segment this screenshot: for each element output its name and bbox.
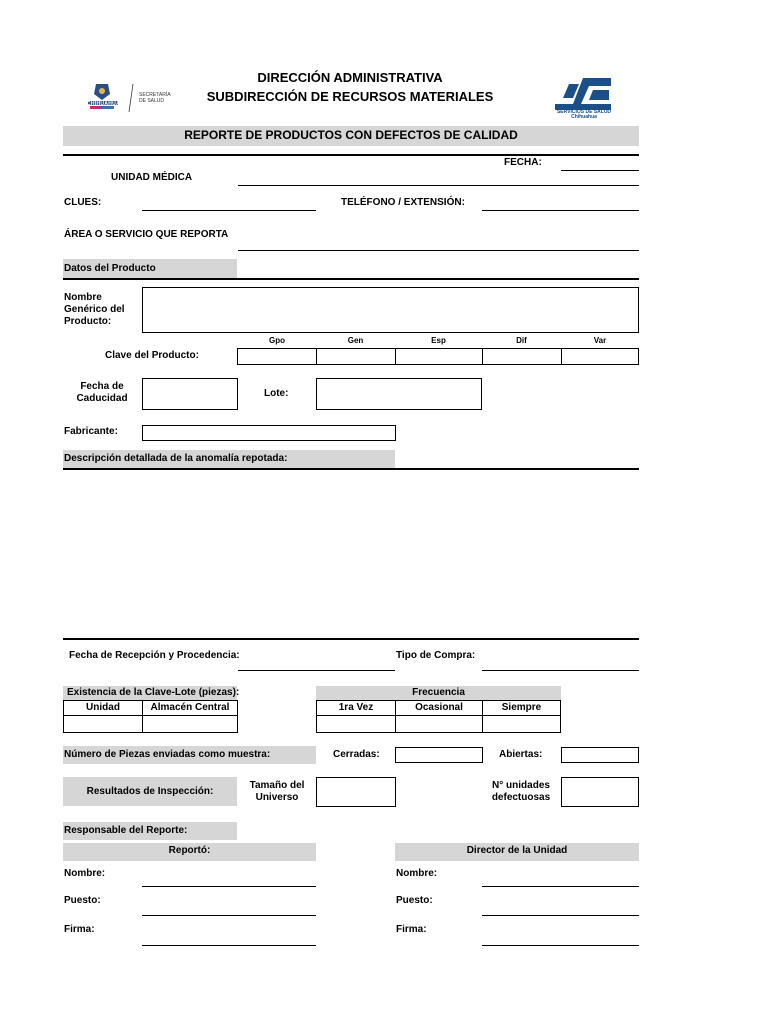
unidades-defectuosas-input[interactable] (562, 778, 638, 806)
frecuencia-col-ocasional: Ocasional (395, 700, 483, 716)
director-firma-underline (482, 945, 639, 946)
fecha-underline (561, 170, 639, 171)
tipo-compra-input[interactable] (482, 657, 639, 670)
unidad-medica-underline (238, 185, 639, 186)
existencia-almacen-input[interactable] (143, 716, 237, 732)
director-nombre-label: Nombre: (396, 868, 438, 879)
fecha-label: FECHA: (504, 157, 542, 168)
reporto-firma-underline (142, 945, 316, 946)
clave-col-dif: Dif (516, 336, 527, 345)
abiertas-label: Abiertas: (499, 749, 543, 760)
frecuencia-ocasional-input[interactable] (396, 716, 482, 732)
fecha-recepcion-input[interactable] (238, 657, 395, 670)
cerradas-input[interactable] (396, 748, 482, 762)
health-secretariat-text: SECRETARÍA DE SALUD (139, 92, 171, 104)
telefono-input[interactable] (482, 197, 639, 210)
nombre-generico-label: Nombre Genérico del Producto: (64, 292, 125, 327)
clave-dif-input[interactable] (483, 349, 561, 364)
health-services-logo-text: SERVICIOS DE SALUD Chihuahua (556, 109, 612, 120)
existencia-unidad-input[interactable] (64, 716, 142, 732)
clave-col-gpo: Gpo (269, 336, 285, 345)
director-firma-label: Firma: (396, 924, 427, 935)
state-logo (86, 82, 176, 116)
clues-input[interactable] (142, 197, 316, 210)
frecuencia-1ra-vez-input[interactable] (317, 716, 395, 732)
existencia-col-almacen: Almacén Central (142, 700, 238, 716)
reporto-nombre-underline (142, 886, 316, 887)
director-nombre-underline (482, 886, 639, 887)
fabricante-label: Fabricante: (64, 426, 118, 437)
telefono-label: TELÉFONO / EXTENSIÓN: (341, 197, 465, 208)
reporto-heading: Reportó: (168, 845, 211, 856)
divider (63, 468, 639, 470)
clave-producto-label: Clave del Producto: (105, 350, 199, 361)
fabricante-input[interactable] (143, 426, 395, 440)
clave-gen-input[interactable] (317, 349, 395, 364)
unidades-defectuosas-label: N° unidades defectuosas (491, 780, 551, 803)
area-input[interactable] (238, 236, 639, 249)
report-title: REPORTE DE PRODUCTOS CON DEFECTOS DE CALIDAD (184, 128, 518, 142)
datos-producto-heading: Datos del Producto (64, 263, 156, 274)
clave-col-esp: Esp (431, 336, 446, 345)
descripcion-heading: Descripción detallada de la anomalía repotada: (64, 453, 288, 464)
state-logo-text: CHIHUAHUA (87, 101, 120, 107)
tamano-universo-label: Tamaño del Universo (249, 780, 305, 803)
abiertas-input[interactable] (562, 748, 638, 762)
director-puesto-label: Puesto: (396, 895, 433, 906)
clues-label: CLUES: (64, 197, 102, 208)
reporto-puesto-underline (142, 915, 316, 916)
unidad-medica-label: UNIDAD MÉDICA (111, 172, 193, 183)
divider (63, 278, 639, 280)
lote-input[interactable] (317, 379, 481, 409)
nombre-generico-input[interactable] (143, 288, 638, 332)
clave-gpo-input[interactable] (238, 349, 316, 364)
director-puesto-underline (482, 915, 639, 916)
fecha-recepcion-label: Fecha de Recepción y Procedencia: (69, 650, 240, 661)
reporto-nombre-input[interactable] (142, 873, 316, 886)
tipo-compra-underline (482, 670, 639, 671)
inspeccion-label: Resultados de Inspección: (86, 786, 214, 797)
cerradas-label: Cerradas: (333, 749, 380, 760)
frecuencia-col-siempre: Siempre (482, 700, 561, 716)
clues-underline (142, 210, 316, 211)
fecha-recepcion-underline (238, 670, 395, 671)
muestra-label: Número de Piezas enviadas como muestra: (64, 749, 271, 760)
clave-var-input[interactable] (562, 349, 638, 364)
frecuencia-siempre-input[interactable] (483, 716, 560, 732)
tamano-universo-input[interactable] (317, 778, 395, 806)
divider (63, 154, 639, 156)
area-underline (238, 250, 639, 251)
area-label: ÁREA O SERVICIO QUE REPORTA (64, 229, 229, 240)
health-services-logo (553, 74, 615, 120)
tipo-compra-label: Tipo de Compra: (396, 650, 476, 661)
telefono-underline (482, 210, 639, 211)
fecha-caducidad-input[interactable] (143, 379, 237, 409)
reporto-firma-input[interactable] (142, 932, 316, 945)
reporto-puesto-input[interactable] (142, 902, 316, 915)
header-title-2: SUBDIRECCIÓN DE RECURSOS MATERIALES (206, 89, 494, 104)
fecha-input[interactable] (561, 157, 639, 170)
frecuencia-col-1ra-vez: 1ra Vez (316, 700, 396, 716)
reporto-puesto-label: Puesto: (64, 895, 101, 906)
fecha-caducidad-label: Fecha de Caducidad (76, 381, 128, 404)
divider (63, 638, 639, 640)
clave-esp-input[interactable] (396, 349, 482, 364)
director-puesto-input[interactable] (482, 902, 639, 915)
header-title-1: DIRECCIÓN ADMINISTRATIVA (257, 70, 443, 85)
frecuencia-heading: Frecuencia (412, 687, 465, 698)
unidad-medica-input[interactable] (238, 172, 639, 185)
reporto-firma-label: Firma: (64, 924, 95, 935)
director-firma-input[interactable] (482, 932, 639, 945)
lote-label: Lote: (264, 388, 289, 399)
reporto-nombre-label: Nombre: (64, 868, 106, 879)
descripcion-input[interactable] (63, 472, 639, 635)
responsable-heading: Responsable del Reporte: (64, 825, 188, 836)
existencia-col-unidad: Unidad (63, 700, 143, 716)
director-heading: Director de la Unidad (466, 845, 568, 856)
clave-col-gen: Gen (347, 336, 364, 345)
director-nombre-input[interactable] (482, 873, 639, 886)
clave-col-var: Var (593, 336, 607, 345)
existencia-heading: Existencia de la Clave-Lote (piezas): (67, 687, 240, 698)
